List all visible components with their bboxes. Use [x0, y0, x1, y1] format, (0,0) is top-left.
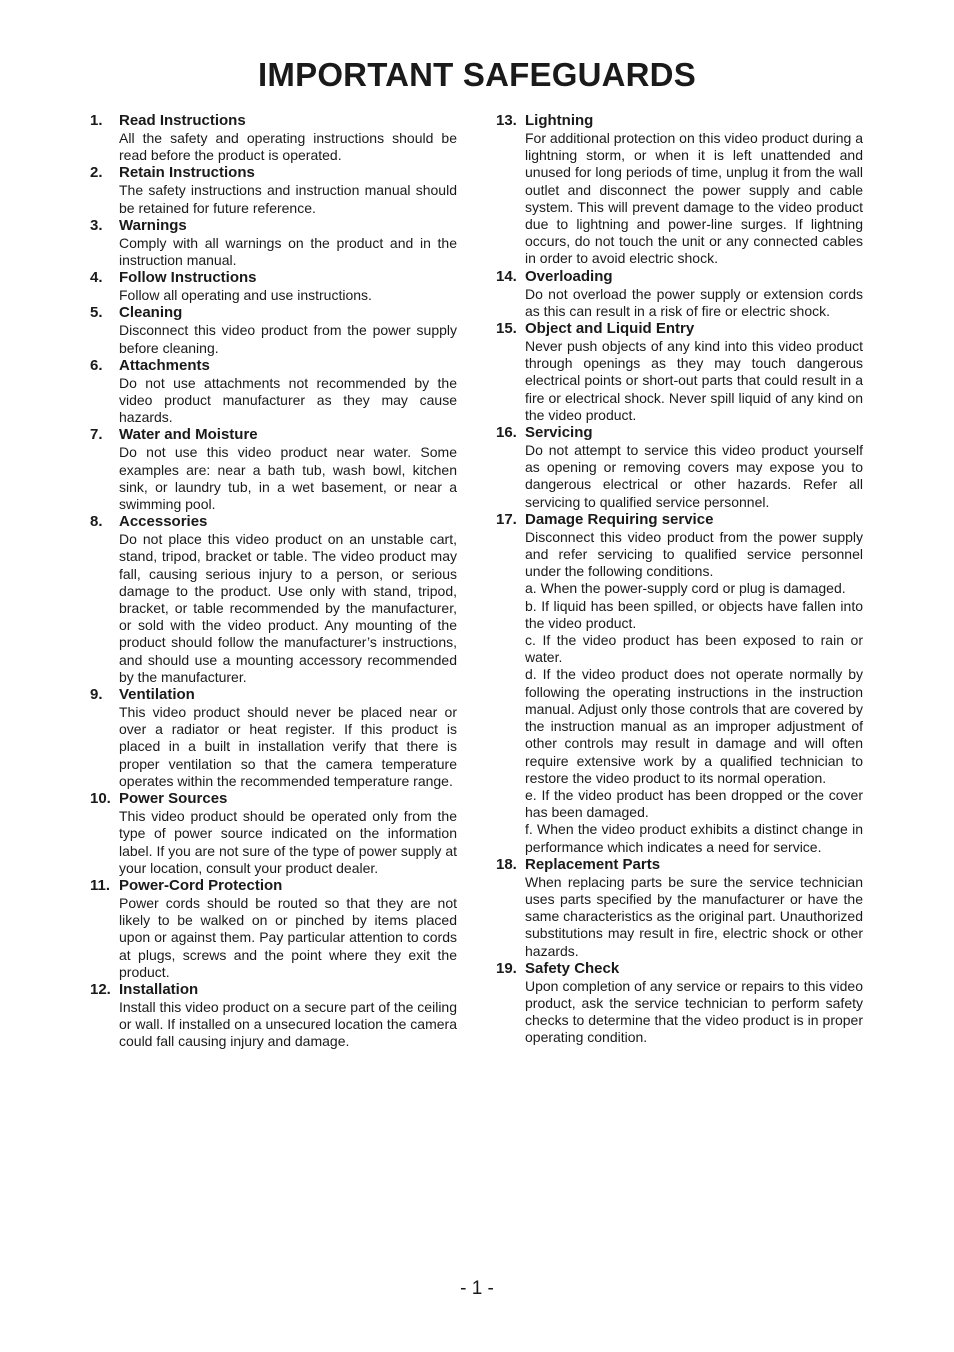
safeguard-number: 16. [496, 424, 517, 442]
safeguard-number: 6. [90, 356, 103, 374]
safeguard-title: Damage Requiring service [525, 510, 714, 528]
safeguard-body [525, 874, 863, 960]
safeguard-paragraph: Comply with all warnings on the product and in the instruction manual. [119, 234, 457, 269]
safeguard-paragraph: d. If the video product does not operate normally by following the operating instructions in the instruction manual. Adjust only those controls that are covered by the instruction manual as an improper adjustment of other controls may result in damage and will often require extensive work by a qualified technician to restore the video product to its normal operation. [525, 666, 863, 786]
safeguard-number: 11. [90, 876, 111, 894]
safeguard-body [119, 235, 457, 269]
safeguard-item [90, 426, 457, 513]
safeguard-paragraph: When replacing parts be sure the service technician uses parts specified by the manufacturer or have the same characteristics as the original part. Unauthorized substitutions may result in fire, electric shock or other hazards. [525, 873, 863, 959]
safeguard-title: Overloading [525, 267, 613, 285]
safeguard-item [90, 877, 457, 981]
safeguard-paragraph: Install this video product on a secure part of the ceiling or wall. If installed on a unsecured location the camera could fall causing injury and damage. [119, 998, 457, 1050]
safeguard-title: Cleaning [119, 304, 183, 322]
safeguard-heading [90, 269, 457, 287]
safeguard-paragraph: Disconnect this video product from the power supply and refer servicing to qualified service personnel under the following conditions. [525, 528, 863, 580]
safeguard-number: 14. [496, 267, 517, 285]
safeguard-paragraph: The safety instructions and instruction manual should be retained for future reference. [119, 182, 457, 216]
safeguard-number: 15. [496, 320, 517, 338]
safeguard-title: Accessories [119, 513, 208, 531]
safeguard-title: Retain Instructions [119, 164, 255, 182]
safeguard-heading [90, 112, 457, 130]
safeguard-number: 1. [90, 112, 103, 129]
safeguard-number: 8. [90, 513, 103, 531]
safeguard-paragraph: Follow all operating and use instructions. [119, 287, 372, 304]
page-number: - 1 - [460, 1278, 494, 1299]
safeguard-number: 10. [90, 790, 111, 808]
safeguard-item [496, 424, 863, 511]
safeguard-item [496, 268, 863, 320]
safeguard-body [525, 529, 863, 856]
safeguard-title: Power Sources [119, 790, 228, 808]
safeguard-number: 17. [496, 510, 517, 528]
safeguard-heading [496, 856, 863, 874]
safeguard-body [525, 978, 863, 1047]
safeguard-item [496, 511, 863, 856]
safeguard-heading [496, 320, 863, 338]
safeguard-title: Power-Cord Protection [119, 876, 283, 894]
safeguard-body [119, 182, 457, 216]
safeguard-title: Follow Instructions [119, 269, 257, 287]
safeguard-paragraph: c. If the video product has been exposed to rain or water. [525, 632, 863, 666]
safeguard-body [119, 322, 457, 356]
safeguard-title: Read Instructions [119, 112, 246, 129]
safeguard-number: 9. [90, 686, 103, 704]
safeguard-title: Safety Check [525, 959, 620, 977]
safeguard-title: Installation [119, 980, 199, 998]
safeguard-heading [90, 686, 457, 704]
safeguard-number: 5. [90, 304, 103, 322]
safeguard-paragraph: Disconnect this video product from the power supply before cleaning. [119, 322, 457, 356]
safeguard-paragraph: Do not use this video product near water. Some examples are: near a bath tub, wash bowl, kitchen sink, or laundry tub, in a wet basement, or near a swimming pool. [119, 444, 457, 513]
safeguard-body [525, 442, 863, 511]
safeguard-body [119, 895, 457, 981]
safeguard-title: Water and Moisture [119, 426, 258, 444]
safeguard-paragraph: Do not place this video product on an unstable cart, stand, tripod, bracket or table. The video product may fall, causing serious injury to a person, or serious damage to the product. Use only with stand, tripod, bracket, or table recommended by the manufacturer, or sold with the video product. Any mounting of the product should follow the manufacturer’s instructions, and should use a mounting accessory recommended by the manufacturer. [119, 531, 457, 685]
safeguard-title: Object and Liquid Entry [525, 320, 695, 338]
safeguard-paragraph: Upon completion of any service or repairs to this video product, ask the service technician to perform safety checks to determine that the video product is in proper operating condition. [525, 977, 863, 1046]
safeguard-paragraph: a. When the power-supply cord or plug is damaged. [525, 580, 846, 597]
safeguard-paragraph: Do not attempt to service this video product yourself as opening or removing covers may expose you to dangerous electrical or other hazards. Refer all servicing to qualified service personnel. [525, 442, 863, 510]
safeguard-body [119, 375, 457, 427]
safeguard-number: 2. [90, 164, 103, 182]
safeguard-paragraph: All the safety and operating instructions should be read before the product is operated. [119, 130, 457, 164]
safeguard-title: Lightning [525, 112, 594, 129]
safeguard-heading [90, 877, 457, 895]
safeguard-body [525, 286, 863, 320]
safeguard-paragraph: Power cords should be routed so that they are not likely to be walked on or pinched by items placed upon or against them. Pay particular attention to cords at plugs, screws and the point where they exit the product. [119, 894, 457, 980]
safeguard-heading [496, 511, 863, 529]
safeguard-heading [90, 513, 457, 531]
safeguard-item [90, 217, 457, 269]
safeguard-heading [90, 164, 457, 182]
right-column [496, 112, 863, 1047]
safeguard-body [119, 130, 457, 164]
safeguard-body [119, 287, 457, 304]
safeguard-body [119, 444, 457, 513]
page-title: IMPORTANT SAFEGUARDS [258, 56, 696, 93]
safeguard-number: 13. [496, 112, 517, 129]
safeguard-heading [90, 357, 457, 375]
safeguard-heading [496, 268, 863, 286]
safeguard-body [525, 338, 863, 424]
left-column [90, 112, 457, 1051]
safeguard-title: Replacement Parts [525, 855, 661, 873]
safeguard-body [525, 130, 863, 268]
safeguard-paragraph: f. When the video product exhibits a distinct change in performance which indicates a need for service. [525, 821, 863, 855]
safeguard-title: Servicing [525, 424, 593, 442]
safeguard-heading [496, 424, 863, 442]
safeguard-paragraph: e. If the video product has been dropped or the cover has been damaged. [525, 786, 863, 821]
safeguard-body [119, 808, 457, 877]
safeguard-number: 4. [90, 269, 103, 287]
safeguard-number: 12. [90, 980, 111, 998]
safeguard-paragraph: This video product should be operated only from the type of power source indicated on the information label. If you are not sure of the type of power supply at your location, consult your product dealer. [119, 808, 457, 876]
safeguard-title: Warnings [119, 216, 187, 234]
safeguard-paragraph: This video product should never be placed near or over a radiator or heat register. If this product is placed in a built in installation verify that there is proper ventilation so that the camera temperature operates within the recommended temperature range. [119, 704, 457, 789]
safeguard-item [90, 304, 457, 356]
safeguard-item [496, 856, 863, 960]
safeguard-number: 18. [496, 855, 517, 873]
safeguard-heading [90, 790, 457, 808]
safeguard-paragraph: b. If liquid has been spilled, or objects have fallen into the video product. [525, 597, 863, 631]
safeguard-paragraph: Do not use attachments not recommended by the video product manufacturer as they may cause hazards. [119, 374, 457, 426]
safeguard-item [90, 981, 457, 1051]
safeguard-title: Attachments [119, 356, 210, 374]
safeguard-heading [90, 304, 457, 322]
safeguard-item [90, 357, 457, 427]
safeguard-heading [90, 217, 457, 235]
safeguard-body [119, 999, 457, 1051]
safeguard-item [90, 269, 457, 304]
safeguard-heading [496, 960, 863, 978]
safeguard-title: Ventilation [119, 686, 195, 704]
safeguard-item [90, 790, 457, 877]
safeguard-number: 7. [90, 426, 103, 444]
safeguard-item [90, 164, 457, 216]
safeguard-paragraph: For additional protection on this video product during a lightning storm, or when it is left unattended and unused for long periods of time, unplug it from the wall outlet and disconnect the power supply and cable system. This will prevent damage to the video product due to lightning and power-line surges. If lightning occurs, do not touch the unit or any connected cables in order to avoid electric shock. [525, 130, 863, 267]
safeguard-item [496, 320, 863, 424]
safeguard-item [496, 960, 863, 1047]
safeguard-body [119, 704, 457, 790]
safeguard-number: 3. [90, 216, 103, 234]
safeguard-item [90, 112, 457, 164]
safeguard-item [90, 513, 457, 686]
safeguard-item [90, 686, 457, 790]
safeguard-paragraph: Never push objects of any kind into this video product through openings as they may touch dangerous electrical points or short-out parts that could result in a fire or electrical shock. Never spill liquid of any kind on the video product. [525, 338, 863, 423]
safeguard-heading [90, 981, 457, 999]
safeguard-number: 19. [496, 959, 517, 977]
safeguard-heading [496, 112, 863, 130]
safeguard-heading [90, 426, 457, 444]
safeguard-item [496, 112, 863, 268]
safeguard-paragraph: Do not overload the power supply or extension cords as this can result in a risk of fire or electric shock. [525, 285, 863, 319]
safeguard-body [119, 531, 457, 686]
